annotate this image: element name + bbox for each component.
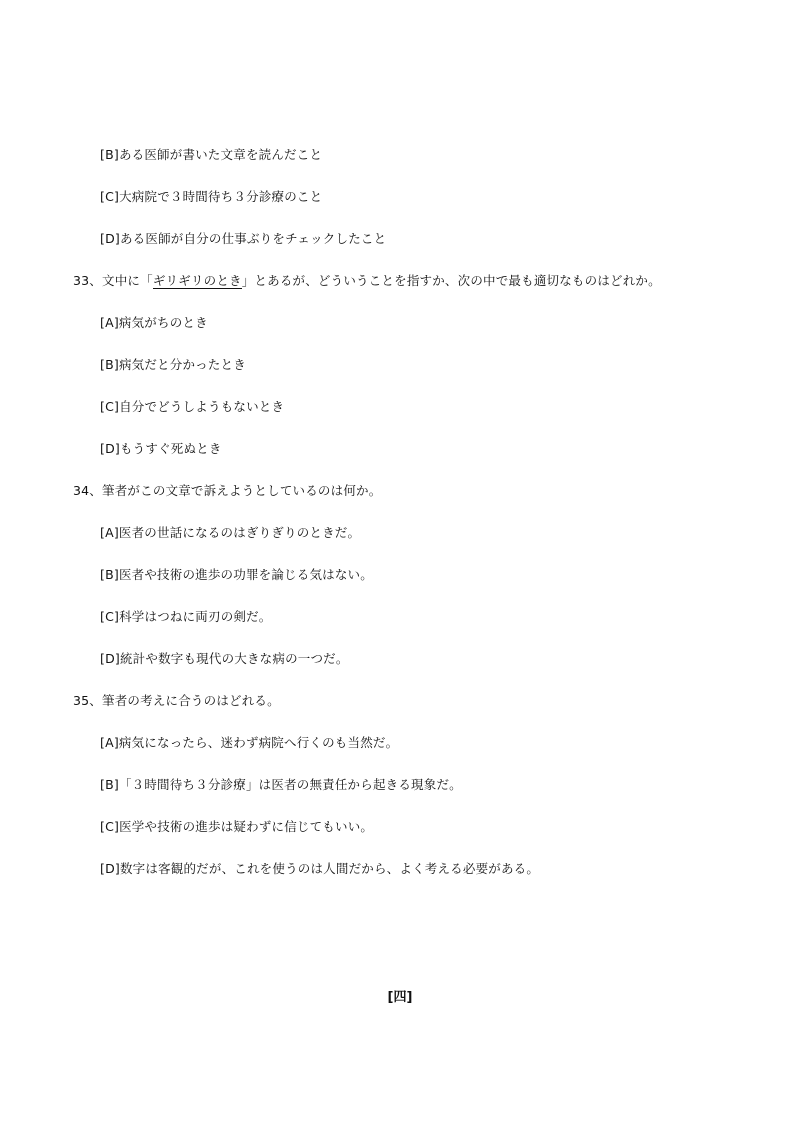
section-heading: [四] — [387, 990, 413, 1005]
option-33-d: [D]もうすぐ死ぬとき — [100, 441, 222, 456]
question-35: 35、筆者の考えに合うのはどれる。 — [73, 693, 280, 708]
option-35-c: [C]医学や技術の進歩は疑わずに信じてもいい。 — [100, 819, 374, 834]
option-32-d: [D]ある医師が自分の仕事ぶりをチェックしたこと — [100, 231, 387, 246]
option-35-a: [A]病気になったら、迷わず病院へ行くのも当然だ。 — [100, 735, 399, 750]
option-33-c: [C]自分でどうしようもないとき — [100, 399, 285, 414]
option-35-d: [D]数字は客観的だが、これを使うのは人間だから、よく考える必要がある。 — [100, 861, 540, 876]
option-35-b: [B]「３時間待ち３分診療」は医者の無責任から起きる現象だ。 — [100, 777, 462, 792]
option-34-b: [B]医者や技術の進歩の功罪を論じる気はない。 — [100, 567, 373, 582]
option-34-a: [A]医者の世話になるのはぎりぎりのときだ。 — [100, 525, 361, 540]
option-32-c: [C]大病院で３時間待ち３分診療のこと — [100, 189, 323, 204]
option-33-a: [A]病気がちのとき — [100, 315, 208, 330]
option-33-b: [B]病気だと分かったとき — [100, 357, 246, 372]
option-34-d: [D]統計や数字も現代の大きな病の一つだ。 — [100, 651, 349, 666]
question-34: 34、筆者がこの文章で訴えようとしているのは何か。 — [73, 483, 382, 498]
option-34-c: [C]科学はつねに両刃の剣だ。 — [100, 609, 272, 624]
underlined-phrase: ギリギリのとき — [152, 273, 242, 288]
question-33: 33、文中に「ギリギリのとき」とあるが、どういうことを指すか、次の中で最も適切なものはどれか。 — [73, 273, 661, 288]
option-32-b: [B]ある医師が書いた文章を読んだこと — [100, 147, 323, 162]
